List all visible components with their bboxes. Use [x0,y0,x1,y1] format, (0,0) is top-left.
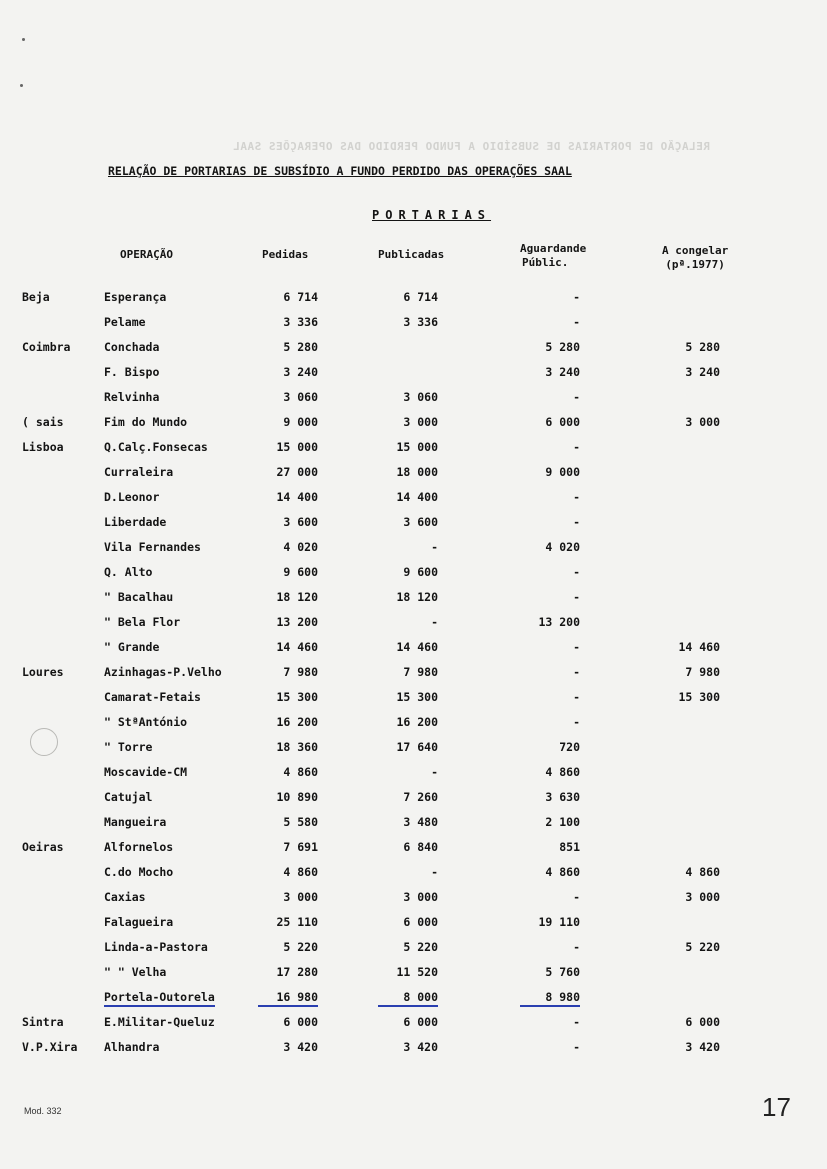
table-row [0,665,827,687]
operation-cell: Portela-Outorela [104,990,215,1007]
table-row [0,315,827,337]
congelar-cell: 3 420 [685,1040,720,1054]
publicadas-cell: 15 000 [396,440,438,454]
aguardande-cell: - [573,1015,580,1029]
operation-cell: C.do Mocho [104,865,174,879]
publicadas-cell: 3 000 [403,890,438,904]
congelar-cell: 5 220 [685,940,720,954]
congelar-cell: 3 240 [685,365,720,379]
publicadas-cell: 17 640 [396,740,438,754]
operation-cell: Linda-a-Pastora [104,940,208,954]
pedidas-cell: 14 460 [276,640,318,654]
operation-cell: Alhandra [104,1040,160,1054]
pedidas-cell: 9 600 [283,565,318,579]
operation-cell: Q. Alto [104,565,153,579]
operation-cell: Vila Fernandes [104,540,201,554]
publicadas-cell: 8 000 [378,990,438,1007]
header-congelar [662,244,728,272]
table-row [0,565,827,587]
region-cell: Coimbra [22,340,71,354]
aguardande-cell: 2 100 [545,815,580,829]
operation-cell: Liberdade [104,515,167,529]
publicadas-cell: 6 000 [403,915,438,929]
aguardande-cell: 4 860 [545,865,580,879]
table-row [0,940,827,962]
aguardande-cell: - [573,390,580,404]
pedidas-cell: 4 020 [283,540,318,554]
aguardande-cell: 13 200 [538,615,580,629]
operation-cell: " Bacalhau [104,590,174,604]
publicadas-cell: 16 200 [396,715,438,729]
header-operacao: OPERAÇÃO [120,248,173,261]
operation-cell: Mangueira [104,815,167,829]
region-cell: Sintra [22,1015,64,1029]
pedidas-cell: 17 280 [276,965,318,979]
publicadas-cell: 7 260 [403,790,438,804]
operation-cell: F. Bispo [104,365,160,379]
aguardande-cell: - [573,690,580,704]
publicadas-cell: 14 400 [396,490,438,504]
region-cell: Oeiras [22,840,64,854]
table-row [0,990,827,1012]
aguardande-cell: 9 000 [545,465,580,479]
ink-speck [22,38,25,41]
publicadas-cell: 3 420 [403,1040,438,1054]
pedidas-cell: 7 980 [283,665,318,679]
aguardande-cell: 4 020 [545,540,580,554]
operation-cell: Alfornelos [104,840,174,854]
operation-cell: Conchada [104,340,160,354]
publicadas-cell: - [431,615,438,629]
aguardande-cell: - [573,565,580,579]
table-row [0,1015,827,1037]
pedidas-cell: 3 336 [283,315,318,329]
pedidas-cell: 13 200 [276,615,318,629]
publicadas-cell: 3 060 [403,390,438,404]
operation-cell: Curraleira [104,465,174,479]
table-row [0,890,827,912]
publicadas-cell: 3 336 [403,315,438,329]
aguardande-cell: - [573,315,580,329]
region-cell: ( sais [22,415,64,429]
aguardande-cell: 4 860 [545,765,580,779]
congelar-cell: 4 860 [685,865,720,879]
publicadas-cell: 6 000 [403,1015,438,1029]
publicadas-cell: 6 840 [403,840,438,854]
aguardande-cell: 5 280 [545,340,580,354]
table-row [0,490,827,512]
operation-cell: Fim do Mundo [104,415,188,429]
header-congelar-line1: A congelar [662,244,729,257]
aguardande-cell: 8 980 [520,990,580,1007]
table-row [0,440,827,462]
operation-cell: " Bela Flor [104,615,181,629]
table-row [0,640,827,662]
publicadas-cell: 6 714 [403,290,438,304]
operation-cell: Pelame [104,315,146,329]
publicadas-cell: - [431,765,438,779]
region-cell: V.P.Xira [22,1040,78,1054]
header-publicadas: Publicadas [378,248,445,261]
aguardande-cell: - [573,440,580,454]
publicadas-cell: 18 120 [396,590,438,604]
publicadas-cell: 5 220 [403,940,438,954]
aguardande-cell: - [573,665,580,679]
operation-cell: E.Militar-Queluz [104,1015,215,1029]
table-row [0,540,827,562]
congelar-cell: 3 000 [685,415,720,429]
pedidas-cell: 5 220 [283,940,318,954]
table-row [0,590,827,612]
aguardande-cell: 5 760 [545,965,580,979]
pedidas-cell: 3 600 [283,515,318,529]
operation-cell: " Grande [104,640,160,654]
punch-hole [30,728,58,756]
operation-cell: Catujal [104,790,153,804]
congelar-cell: 14 460 [678,640,720,654]
form-code: Mod. 332 [24,1106,62,1116]
table-row [0,915,827,937]
publicadas-cell: - [431,865,438,879]
aguardande-cell: - [573,490,580,504]
region-cell: Beja [22,290,50,304]
table-row [0,740,827,762]
table-row [0,690,827,712]
aguardande-cell: 720 [559,740,580,754]
publicadas-cell: 3 480 [403,815,438,829]
table-row [0,765,827,787]
publicadas-cell: 3 000 [403,415,438,429]
operation-cell: " " Velha [104,965,167,979]
pedidas-cell: 18 120 [276,590,318,604]
publicadas-cell: 18 000 [396,465,438,479]
publicadas-cell: 9 600 [403,565,438,579]
publicadas-cell: - [431,540,438,554]
header-aguardande [520,242,586,270]
congelar-cell: 15 300 [678,690,720,704]
pedidas-cell: 18 360 [276,740,318,754]
bleed-through-text: RELAÇÃO DE PORTARIAS DE SUBSÍDIO A FUNDO PERDIDO DAS OPERAÇÕES SAAL [232,140,710,153]
pedidas-cell: 9 000 [283,415,318,429]
operation-cell: " StªAntónio [104,715,188,729]
table-row [0,390,827,412]
table-row [0,515,827,537]
header-pedidas: Pedidas [262,248,309,261]
operation-cell: D.Leonor [104,490,160,504]
pedidas-cell: 5 280 [283,340,318,354]
table-row [0,1040,827,1062]
aguardande-cell: - [573,1040,580,1054]
congelar-cell: 3 000 [685,890,720,904]
pedidas-cell: 4 860 [283,865,318,879]
aguardande-cell: 3 630 [545,790,580,804]
page-number: 17 [762,1092,791,1122]
pedidas-cell: 14 400 [276,490,318,504]
pedidas-cell: 7 691 [283,840,318,854]
ink-speck [20,84,23,87]
document-title: RELAÇÃO DE PORTARIAS DE SUBSÍDIO A FUNDO PERDIDO DAS OPERAÇÕES SAAL [108,164,572,178]
pedidas-cell: 6 714 [283,290,318,304]
header-congelar-line2: (pª.1977) [665,258,725,271]
aguardande-cell: - [573,590,580,604]
aguardande-cell: - [573,290,580,304]
header-aguardande-line2: Públic. [522,256,569,269]
congelar-cell: 6 000 [685,1015,720,1029]
pedidas-cell: 4 860 [283,765,318,779]
aguardande-cell: - [573,715,580,729]
pedidas-cell: 25 110 [276,915,318,929]
operation-cell: Camarat-Fetais [104,690,201,704]
publicadas-cell: 14 460 [396,640,438,654]
table-row [0,865,827,887]
publicadas-cell: 7 980 [403,665,438,679]
table-row [0,840,827,862]
table-row [0,465,827,487]
congelar-cell: 7 980 [685,665,720,679]
aguardande-cell: 6 000 [545,415,580,429]
aguardande-cell: - [573,890,580,904]
table-row [0,815,827,837]
operation-cell: Esperança [104,290,167,304]
operation-cell: Relvinha [104,390,160,404]
congelar-cell: 5 280 [685,340,720,354]
table-row [0,415,827,437]
table-row [0,715,827,737]
table-row [0,965,827,987]
aguardande-cell: 851 [559,840,580,854]
pedidas-cell: 3 420 [283,1040,318,1054]
pedidas-cell: 6 000 [283,1015,318,1029]
region-cell: Loures [22,665,64,679]
pedidas-cell: 15 300 [276,690,318,704]
pedidas-cell: 3 240 [283,365,318,379]
aguardande-cell: - [573,515,580,529]
table-row [0,290,827,312]
header-aguardande-line1: Aguardande [520,242,587,255]
pedidas-cell: 3 000 [283,890,318,904]
portarias-group-header: PORTARIAS [372,208,492,222]
pedidas-cell: 16 200 [276,715,318,729]
pedidas-cell: 5 580 [283,815,318,829]
operation-cell: " Torre [104,740,153,754]
aguardande-cell: 19 110 [538,915,580,929]
table-row [0,340,827,362]
pedidas-cell: 15 000 [276,440,318,454]
publicadas-cell: 11 520 [396,965,438,979]
operation-cell: Falagueira [104,915,174,929]
pedidas-cell: 10 890 [276,790,318,804]
table-row [0,615,827,637]
pedidas-cell: 27 000 [276,465,318,479]
publicadas-cell: 3 600 [403,515,438,529]
region-cell: Lisboa [22,440,64,454]
aguardande-cell: - [573,640,580,654]
operation-cell: Caxias [104,890,146,904]
publicadas-cell: 15 300 [396,690,438,704]
table-row [0,365,827,387]
operation-cell: Azinhagas-P.Velho [104,665,222,679]
operation-cell: Moscavide-CM [104,765,188,779]
table-row [0,790,827,812]
pedidas-cell: 3 060 [283,390,318,404]
aguardande-cell: 3 240 [545,365,580,379]
pedidas-cell: 16 980 [258,990,318,1007]
aguardande-cell: - [573,940,580,954]
operation-cell: Q.Calç.Fonsecas [104,440,208,454]
